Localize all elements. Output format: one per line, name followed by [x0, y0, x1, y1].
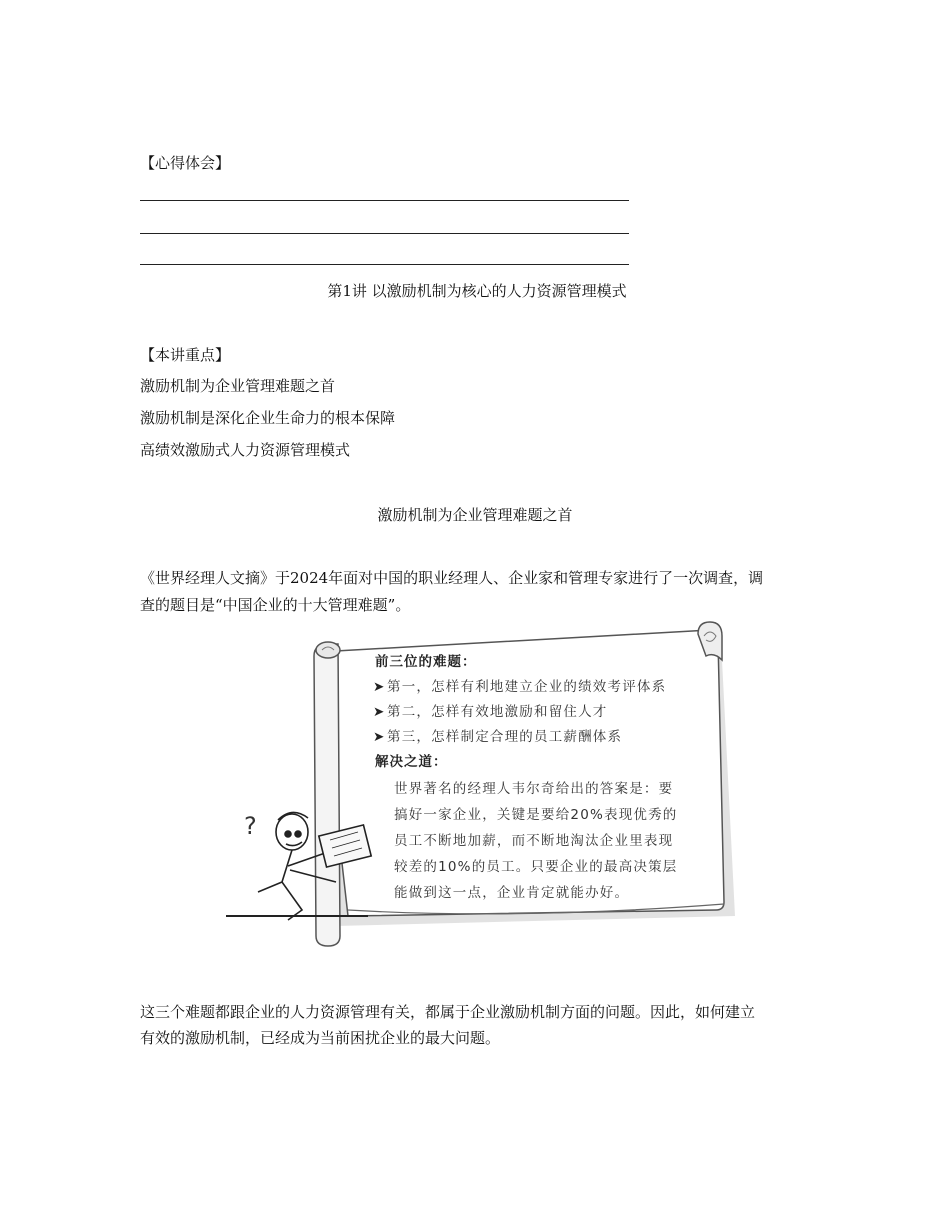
intro-paragraph-line: 《世界经理人文摘》于2024年面对中国的职业经理人、企业家和管理专家进行了一次调查，调 — [140, 569, 764, 587]
reflection-heading: 【心得体会】 — [140, 154, 231, 172]
solution-line: 搞好一家企业，关键是要给20%表现优秀的 — [394, 807, 678, 823]
key-point-item: 激励机制是深化企业生命力的根本保障 — [140, 409, 396, 427]
key-points-heading: 【本讲重点】 — [140, 346, 231, 364]
problem-text: 第一，怎样有利地建立企业的绩效考评体系 — [387, 679, 667, 695]
arrow-bullet-icon: ➤ — [373, 729, 386, 745]
problem-text: 第三，怎样制定合理的员工薪酬体系 — [387, 729, 623, 745]
arrow-bullet-icon: ➤ — [373, 704, 386, 720]
key-point-item: 高绩效激励式人力资源管理模式 — [140, 441, 351, 459]
closing-paragraph-line: 有效的激励机制，已经成为当前困扰企业的最大问题。 — [140, 1029, 501, 1047]
arrow-bullet-icon: ➤ — [373, 679, 386, 695]
solution-line: 世界著名的经理人韦尔奇给出的答案是：要 — [394, 781, 674, 797]
solution-line: 较差的10%的员工。只要企业的最高决策层 — [394, 859, 678, 875]
blank-line-1 — [140, 200, 629, 201]
intro-paragraph-line: 查的题目是“中国企业的十大管理难题”。 — [140, 596, 411, 614]
scroll-illustration — [218, 620, 738, 950]
blank-line-2 — [140, 233, 629, 234]
solution-heading: 解决之道： — [375, 754, 448, 770]
solution-line: 能做到这一点，企业肯定就能办好。 — [394, 885, 630, 901]
closing-paragraph-line: 这三个难题都跟企业的人力资源管理有关，都属于企业激励机制方面的问题。因此，如何建立 — [140, 1003, 756, 1021]
lecture-title: 第1讲 以激励机制为核心的人力资源管理模式 — [327, 282, 627, 300]
solution-line: 员工不断地加薪，而不断地淘汰企业里表现 — [394, 833, 674, 849]
problem-item — [373, 725, 622, 750]
svg-text:?: ? — [244, 812, 257, 840]
blank-line-3 — [140, 264, 629, 265]
problem-item — [373, 675, 666, 700]
problem-text: 第二，怎样有效地激励和留住人才 — [387, 704, 608, 720]
section-title: 激励机制为企业管理难题之首 — [377, 506, 573, 524]
scroll-top-heading: 前三位的难题： — [375, 654, 477, 670]
problem-item — [373, 700, 608, 725]
key-point-item: 激励机制为企业管理难题之首 — [140, 377, 336, 395]
